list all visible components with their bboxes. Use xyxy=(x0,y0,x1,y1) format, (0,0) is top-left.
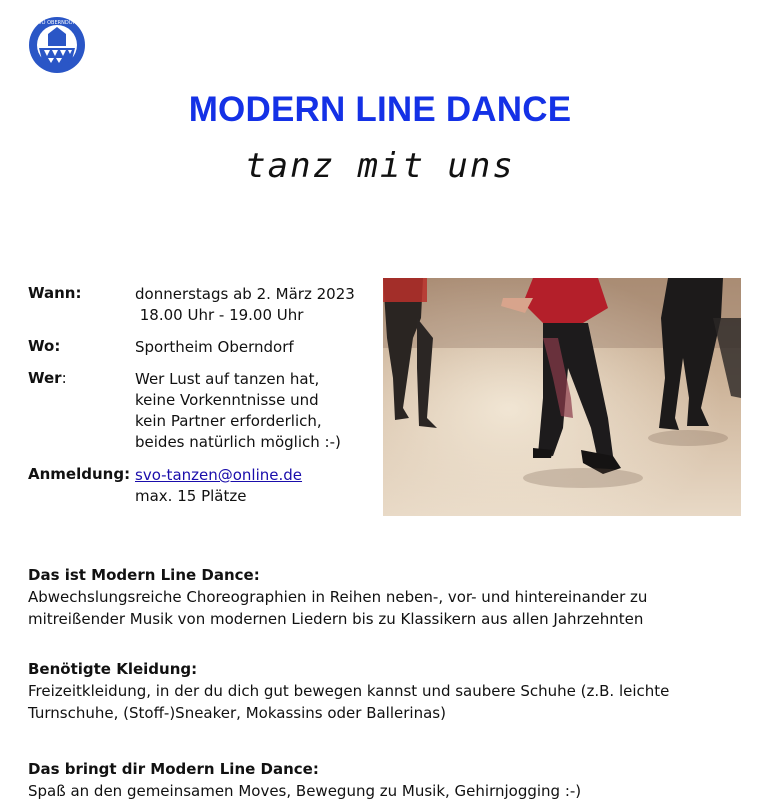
wann-label: Wann: xyxy=(28,284,82,302)
wann-line: donnerstags ab 2. März 2023 xyxy=(135,285,355,303)
wo-text: Sportheim Oberndorf xyxy=(135,338,294,356)
wo-value xyxy=(135,337,294,358)
club-crest-icon xyxy=(28,16,86,74)
wann-line: 18.00 Uhr - 19.00 Uhr xyxy=(135,306,304,324)
section-heading: Das ist Modern Line Dance: xyxy=(28,566,260,584)
wer-line: kein Partner erforderlich, xyxy=(135,412,322,430)
section-clothing xyxy=(28,658,748,724)
logo-ring-text: SVO OBERNDORF xyxy=(35,20,79,26)
wer-line: Wer Lust auf tanzen hat, xyxy=(135,370,320,388)
wer-value xyxy=(135,369,341,453)
section-text: Freizeitkleidung, in der du dich gut bewegen kannst und saubere Schuhe (z.B. leichte Turnschuhe, (Stoff-)Sneaker, Mokassins oder Ballerinas) xyxy=(28,682,670,722)
wer-line: keine Vorkenntnisse und xyxy=(135,391,319,409)
wer-line: beides natürlich möglich :-) xyxy=(135,433,341,451)
section-heading: Das bringt dir Modern Line Dance: xyxy=(28,760,319,778)
page-title: MODERN LINE DANCE xyxy=(188,90,572,129)
capacity-note: max. 15 Plätze xyxy=(135,487,247,505)
section-about xyxy=(28,564,748,630)
wann-value xyxy=(135,284,355,326)
section-text: Spaß an den gemeinsamen Moves, Bewegung zu Musik, Gehirnjogging :-) xyxy=(28,782,582,800)
email-link[interactable]: svo-tanzen@online.de xyxy=(135,466,303,484)
wer-label: Wer: xyxy=(28,369,67,387)
section-benefits xyxy=(28,758,748,802)
anmeldung-label: Anmeldung: xyxy=(28,465,131,483)
section-heading: Benötigte Kleidung: xyxy=(28,660,198,678)
wo-label: Wo: xyxy=(28,337,61,355)
slogan: tanz mit uns xyxy=(245,146,515,186)
section-text: Abwechslungsreiche Choreographien in Reihen neben-, vor- und hintereinander zu mitreißender Musik von modernen Liedern bis zu Klassikern aus allen Jahrzehnten xyxy=(28,588,648,628)
dancers-legs-photo xyxy=(383,278,741,516)
anmeldung-value xyxy=(135,465,302,507)
